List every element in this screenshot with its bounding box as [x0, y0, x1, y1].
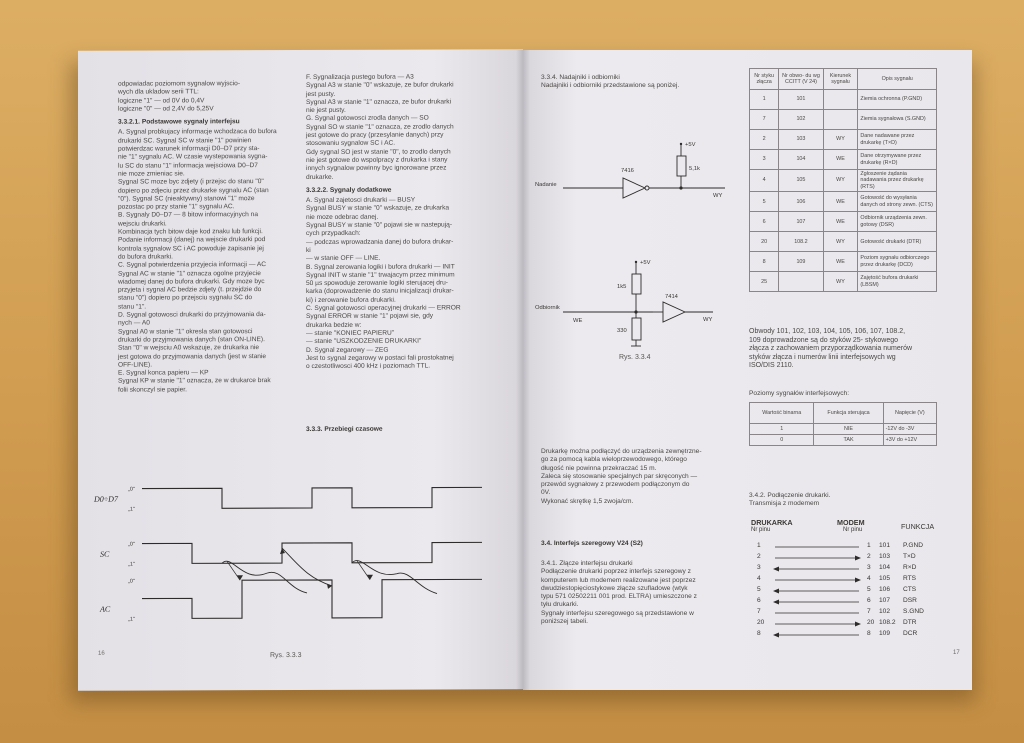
table-row: [750, 130, 937, 150]
text-line: G. Sygnal gotowosci zrodla danych — SO: [306, 115, 429, 123]
connection-arrow: [771, 598, 863, 606]
tx-ic-label: 7416: [621, 168, 634, 174]
text-line: drukarka bedzie w:: [306, 321, 362, 329]
rx-resistor2-label: 330: [617, 328, 627, 334]
table-cell: 105: [779, 170, 823, 192]
table-cell: 108.2: [779, 232, 823, 252]
table-row: [750, 272, 937, 292]
table-cell: Zgłoszenie żądania nadawania przez drukarkę (RTS): [858, 170, 937, 192]
table-cell: 7: [750, 110, 779, 130]
text-line: nie jest gotowe do wspolpracy z drukarka i stany: [306, 156, 448, 164]
connection-arrow: [771, 631, 863, 639]
text-line: Sygnal KP w stanie "1" oznacza, ze w drukarce brak: [118, 377, 271, 386]
table-header-cell: Opis sygnału: [858, 69, 937, 90]
text-line: "0"). Sygnal SC (nieaktywny) stanowi "1" moze: [118, 195, 255, 203]
function-name: S.GND: [903, 608, 924, 615]
text-line: nie "1" sygnalu AC. W czasie wystepowania sygna-: [118, 153, 268, 162]
text-line: — stanie "KONIEC PAPIERU": [306, 329, 395, 337]
modem-pin: 20: [867, 619, 875, 626]
circuit-code: 104: [879, 564, 891, 571]
text-line: Podłączenie drukarki poprzez interfejs szeregowy z: [541, 568, 691, 576]
timing-heading: 3.3.3. Przebiegi czasowe: [306, 425, 383, 433]
table-cell: [823, 90, 858, 110]
text-line: — w stanie OFF — LINE.: [306, 254, 381, 263]
text-line: nie moze odebrac danej.: [306, 213, 379, 221]
text-line: 109 doprowadzone są do styków 25- stykowego: [749, 336, 899, 344]
text-line: tyłu drukarki.: [541, 601, 579, 609]
right-page: [523, 50, 972, 690]
text-line: B. Sygnaly D0–D7 — 8 bitow informacyjnych na: [118, 211, 258, 220]
text-line: długość nie powinna przekraczać 15 m.: [541, 464, 657, 472]
modem-pin: 1: [867, 542, 871, 549]
tx-supply-label: +5V: [685, 142, 696, 148]
level-label: „1": [128, 506, 135, 513]
printer-pin: 6: [757, 597, 761, 604]
circuit-code: 102: [879, 608, 891, 615]
left-column-1: [118, 80, 296, 395]
table-cell: 1: [750, 424, 814, 435]
levels-heading: Poziomy sygnałów interfejsowych:: [749, 390, 850, 397]
table-header-cell: Kierunek sygnału: [823, 69, 858, 90]
table-row: [750, 232, 937, 252]
text-line: drukarki SC. Sygnal SC w stanie "1" powinien: [118, 136, 252, 145]
text-line: do bufora drukarki.: [118, 253, 173, 261]
text-line: stanu "0") dopiero po przejsciu sygnalu SC do: [118, 294, 253, 303]
table-cell: 4: [750, 170, 779, 192]
text-line: przewód sygnałowy z przewodem podłączonym do: [541, 481, 690, 489]
table-cell: Dane otrzymywane przez drukarkę (R×D): [858, 150, 937, 170]
printer-pin: 20: [757, 619, 765, 626]
circuit-code: 109: [879, 630, 891, 637]
text-line: ki: [306, 246, 311, 254]
table-cell: WY: [823, 272, 858, 292]
printer-pin: 2: [757, 553, 761, 560]
printer-pin: 3: [757, 564, 761, 571]
text-line: nie moze zmieniac sie.: [118, 170, 185, 178]
text-line: kontrola sygnalow SC i AC powoduje zapisanie jej: [118, 244, 264, 253]
heading-334: 3.3.4. Nadajniki i odbiorniki: [541, 74, 620, 81]
text-line: komputerem lub modemem realizowane jest poprzez: [541, 576, 696, 584]
table-cell: Poziom sygnału odbiorczego przez drukarkę (DCD): [858, 252, 937, 272]
section-342: [749, 492, 830, 509]
text-line: złącza z zachowaniem przyporządkowania numerów: [749, 345, 913, 353]
level-label: „1": [128, 616, 135, 623]
text-line: styków złącza i numerów linii interfejsowych wg: [749, 353, 896, 361]
table-row: [750, 424, 937, 435]
table-row: [750, 435, 937, 446]
page-number-left: 16: [98, 650, 105, 657]
intro-334: Nadajniki i odbiorniki przedstawione są poniżej.: [541, 82, 680, 90]
function-name: DTR: [903, 619, 917, 626]
table-row: [750, 170, 937, 192]
tx-resistor-label: 5,1k: [689, 166, 700, 172]
printer-pin: 5: [757, 586, 761, 593]
text-line: o czestotliwosci 400 kHz i poziomach TTL.: [306, 362, 431, 371]
text-line: Wykonać skrętkę 1,5 zwoja/cm.: [541, 497, 634, 505]
text-line: Obwody 101, 102, 103, 104, 105, 106, 107, 108.2,: [749, 328, 906, 335]
modem-pin: 4: [867, 575, 871, 582]
text-line: Stan "0" w wejsciu A0 wskazuje, ze drukarka nie: [118, 344, 260, 352]
open-manual: [78, 50, 972, 690]
signal-label-ac: AC: [100, 604, 111, 614]
table-cell: NIE: [814, 424, 883, 435]
table-row: [750, 192, 937, 212]
text-line: logiczne "1" — od 0V do 0,4V: [118, 96, 205, 105]
text-line: Sygnal BUSY w stanie "0" wskazuje, ze drukarka: [306, 204, 450, 213]
circuit-code: 108.2: [879, 619, 896, 626]
text-line: D. Sygnal zegarowy — ZEG: [306, 346, 389, 354]
section-heading: 3.3.2.1. Podstawowe sygnaly interfejsu: [118, 118, 240, 126]
conn-rows: [751, 542, 966, 642]
connection-arrow: [771, 576, 863, 584]
heading-342: 3.4.2. Podłączenie drukarki.: [749, 492, 831, 499]
table-cell: 1: [750, 90, 779, 110]
table-row: [750, 110, 937, 130]
function-name: T×D: [903, 553, 916, 560]
connection-arrow: [771, 543, 863, 551]
table-header-cell: Funkcja sterująca: [814, 403, 883, 424]
text-line: cych przypadkach:: [306, 230, 361, 238]
text-line: E. Sygnal konca papieru — KP: [118, 369, 209, 377]
heading-341: 3.4.1. Złącze interfejsu drukarki: [541, 560, 633, 567]
modem-pin: 3: [867, 564, 871, 571]
text-line: pozostac po przy stanie "1" sygnalu AC.: [118, 203, 235, 211]
signal-table: [749, 68, 937, 292]
table-cell: 25: [750, 272, 779, 292]
text-line: stanu "1".: [118, 303, 147, 311]
table-cell: WE: [823, 192, 858, 212]
conn-left-sub: Nr pinu: [751, 527, 771, 533]
table-cell: 103: [779, 130, 823, 150]
text-line: wejsciu drukarki.: [118, 220, 167, 228]
level-label: „0": [128, 578, 135, 585]
text-line: jest gotowe do pracy (przesylanie danych) przy: [306, 131, 444, 140]
table-header-cell: Wartość binarna: [750, 403, 814, 424]
table-cell: Zajętość bufora drukarki (LBSM): [858, 272, 937, 292]
table-cell: [823, 110, 858, 130]
modem-pin: 7: [867, 608, 871, 615]
conn-left-title: DRUKARKA: [751, 518, 793, 527]
text-line: Sygnal AC w stanie "1" oznacza ogolne przyjecie: [118, 269, 261, 278]
table-cell: 20: [750, 232, 779, 252]
table-cell: 2: [750, 130, 779, 150]
page-number-right: 17: [953, 650, 960, 656]
table-cell: 5: [750, 192, 779, 212]
text-line: Podanie informacji (danej) na wejscie drukarki pod: [118, 236, 266, 244]
table-cell: Gotowość drukarki (DTR): [858, 232, 937, 252]
left-column-2: [306, 73, 496, 371]
printer-pin: 4: [757, 575, 761, 582]
text-line: jest pusty.: [306, 90, 336, 98]
table-row: [750, 212, 937, 232]
connection-arrow: [771, 587, 863, 595]
table-cell: WY: [823, 130, 858, 150]
circuit-code: 105: [879, 575, 891, 582]
book-gutter: [516, 50, 530, 690]
table-header-cell: Nr obwo- du wg CCITT (V 24): [779, 69, 823, 90]
text-line: wiadomej danej do bufora drukarki. Gdy moze byc: [118, 277, 265, 286]
level-label: „0": [128, 541, 135, 548]
table-cell: Odbiornik urządzenia zewn. gotowy (DSR): [858, 212, 937, 232]
text-line: C. Sygnal gotowosci operacyjnej drukarki — ERROR: [306, 304, 461, 312]
table-cell: WE: [823, 150, 858, 170]
rx-input-label: Odbiornik: [535, 305, 560, 311]
section-341: [541, 560, 737, 626]
text-line: Sygnal SC moze byc zdjety (i przejsc do stanu "0": [118, 178, 264, 186]
signal-table-wrap: [749, 68, 937, 292]
left-page: [78, 49, 523, 691]
table-header-cell: Nr styku złącza: [750, 69, 779, 90]
connection-diagram: [751, 518, 966, 648]
tx-input-label: Nadanie: [535, 182, 557, 188]
connection-arrow: [771, 609, 863, 617]
text-line: logiczne "0" — od 2,4V do 5,25V: [118, 105, 214, 113]
signal-label-sc: SC: [100, 549, 110, 559]
table-cell: 101: [779, 90, 823, 110]
table-cell: WY: [823, 232, 858, 252]
table-cell: -12V do -3V: [883, 424, 936, 435]
table-row: [750, 252, 937, 272]
function-name: P.GND: [903, 542, 924, 549]
text-line: 0V.: [541, 489, 551, 497]
text-line: nych — A0: [118, 319, 150, 327]
text-line: Gdy sygnal SO jest w stanie "0", to zrodlo danych: [306, 148, 451, 156]
text-line: Sygnal BUSY w stanie "0" pojawi sie w nastepują-: [306, 221, 453, 230]
table-cell: 107: [779, 212, 823, 232]
text-line: A. Sygnal probkujacy informacje wchodzaca do bufora: [118, 128, 277, 137]
table-cell: WY: [823, 170, 858, 192]
section-heading: 3.3.2.2. Sygnaly dodatkowe: [306, 186, 392, 194]
tx-output-label: WY: [713, 193, 723, 199]
table-row: [750, 90, 937, 110]
text-line: Sygnal A0 w stanie "1" okresla stan gotowosci: [118, 327, 253, 336]
text-line: wych dla ukladow serii TTL:: [118, 88, 199, 96]
table-cell: Dane nadawane przez drukarkę (T×D): [858, 130, 937, 150]
modem-pin: 8: [867, 630, 871, 637]
conn-mid-sub: Nr pinu: [843, 527, 863, 533]
table-note: [749, 328, 949, 371]
text-line: Drukarkę można podłączyć do urządzenia zewnętrzne-: [541, 448, 702, 455]
cable-text: [541, 448, 736, 506]
text-line: typu 571 02502211 001 prod. ELTRA) umieszczone z: [541, 593, 697, 601]
text-line: Zaleca się stosowanie specjalnych par skręconych —: [541, 472, 698, 480]
text-line: Jest to sygnal zegarowy w postaci fali prostokatnej: [306, 354, 454, 362]
text-line: drukarki do przyjmowania danych (stan ON-LINE).: [118, 336, 265, 344]
text-line: poniższej tabeli.: [541, 618, 588, 626]
connection-arrow: [771, 620, 863, 628]
function-name: RTS: [903, 575, 917, 582]
printer-pin: 7: [757, 608, 761, 615]
table-cell: WE: [823, 252, 858, 272]
conn-mid-title: MODEM: [837, 518, 865, 527]
text-line: 50 µs spowoduje zerowanie logiki sterujacej dru-: [306, 279, 448, 288]
transceiver-schematic: [535, 138, 735, 348]
level-label: „0": [128, 486, 135, 493]
text-line: go za pomocą kabla wieloprzewodowego, którego: [541, 456, 687, 464]
modem-pin: 2: [867, 553, 871, 560]
text-line: folii skonczyl sie papier.: [118, 386, 187, 394]
rx-output-label: WY: [703, 317, 713, 323]
text-line: potwierdzac warunek informacji D0–D7 przy sta-: [118, 145, 260, 153]
table-cell: 8: [750, 252, 779, 272]
table-cell: Ziemia ochronna (P.GND): [858, 90, 937, 110]
modem-pin: 6: [867, 597, 871, 604]
text-line: Sygnały interfejsu szeregowego są przedstawione w: [541, 609, 694, 617]
levels-table-wrap: [749, 402, 937, 446]
rx-supply-label: +5V: [640, 260, 651, 266]
text-line: karka (doprowadzenie do stanu inicjalizacji drukar-: [306, 287, 454, 296]
conn-right-title: FUNKCJA: [901, 522, 935, 531]
text-line: Kombinacja tych bitow daje kod znaku lub funkcji.: [118, 228, 263, 236]
function-name: DCR: [903, 630, 918, 637]
text-line: Sygnal A3 w stanie "0" wskazuje, ze bufor drukarki: [306, 81, 454, 90]
text-line: Sygnal ERROR w stanie "1" pojawi sie, gdy: [306, 312, 434, 321]
text-line: B. Sygnal zerowania logiki i bufora drukarki — INIT: [306, 262, 455, 271]
signal-label-d0d7: D0÷D7: [94, 494, 118, 504]
timing-diagram: [92, 467, 502, 638]
timing-caption: Rys. 3.3.3: [270, 651, 302, 660]
text-line: drukarke.: [306, 173, 334, 181]
text-line: D. Sygnal gotowosci drukarki do przyjmowania da-: [118, 311, 266, 319]
text-line: ISO/DIS 2110.: [749, 362, 794, 370]
text-line: lu SC do stanu "1" informacja wejsciowa D0–D7: [118, 161, 258, 170]
table-cell: 6: [750, 212, 779, 232]
table-cell: 106: [779, 192, 823, 212]
text-line: F. Sygnalizacja pustego bufora — A3: [306, 73, 414, 81]
circuit-code: 107: [879, 597, 891, 604]
table-cell: 0: [750, 435, 814, 446]
circuit-code: 101: [879, 542, 891, 549]
function-name: DSR: [903, 597, 917, 604]
text-line: Sygnal A3 w stanie "1" oznacza, ze bufor drukarki: [306, 98, 452, 106]
text-line: odpowiadac poziomom sygnalow wyjscio-: [118, 80, 241, 88]
text-line: przyjeta i sygnal AC bedzie zdjety (t. przejdzie do: [118, 286, 262, 294]
text-line: — podczas wprowadzania danej do bufora drukar-: [306, 238, 454, 246]
table-header-cell: Napięcie (V): [883, 403, 936, 424]
text-line: Sygnal INIT w stanie "1" trwajacym przez minimum: [306, 271, 455, 279]
table-cell: 102: [779, 110, 823, 130]
section-334: [541, 74, 731, 91]
circuit-code: 103: [879, 553, 891, 560]
table-cell: Ziemia sygnałowa (S.GND): [858, 110, 937, 130]
table-cell: 109: [779, 252, 823, 272]
function-name: R×D: [903, 564, 917, 571]
text-line: Sygnal SO w stanie "1" oznacza, ze zrodlo danych: [306, 123, 454, 131]
text-line: innych sygnalow powinny byc ignorowane przez: [306, 164, 447, 173]
text-line: dwudziestopięciostykowe złącze szufladowe (wtyk: [541, 584, 688, 592]
text-line: A. Sygnal zajetosci drukarki — BUSY: [306, 196, 416, 205]
table-cell: WE: [823, 212, 858, 232]
connection-arrow: [771, 554, 863, 562]
level-label: „1": [128, 561, 135, 568]
rx-we-label: WE: [573, 318, 583, 324]
text-line: nie jest pusty.: [306, 107, 346, 115]
text-line: ki) i zerowanie bufora drukarki.: [306, 296, 396, 304]
text-line: OFF-LINE).: [118, 361, 153, 369]
circuit-code: 106: [879, 586, 891, 593]
table-cell: +3V do +12V: [883, 435, 936, 446]
heading-34: 3.4. Interfejs szeregowy V24 (S2): [541, 540, 643, 547]
text-line: dopiero po zdjeciu przez drukarke sygnalu AC (stan: [118, 186, 269, 195]
table-cell: TAK: [814, 435, 883, 446]
printer-pin: 1: [757, 542, 761, 549]
table-cell: Gotowość do wysyłania danych od strony zewn. (CTS): [858, 192, 937, 212]
table-cell: 3: [750, 150, 779, 170]
rx-resistor1-label: 1k5: [617, 284, 627, 290]
rx-ic-label: 7414: [665, 294, 678, 300]
function-name: CTS: [903, 586, 917, 593]
table-cell: [779, 272, 823, 292]
text-line: — stanie "USZKODZENIE DRUKARKI": [306, 337, 422, 346]
modem-pin: 5: [867, 586, 871, 593]
table-cell: 104: [779, 150, 823, 170]
text-line: jest gotowa do przyjmowania danych (jest w stanie: [118, 352, 267, 361]
text-line: stosowaniu sygnalow SC i AC.: [306, 140, 396, 148]
levels-table: [749, 402, 937, 446]
schematic-caption: Rys. 3.3.4: [619, 354, 651, 361]
connection-arrow: [771, 565, 863, 573]
table-row: [750, 150, 937, 170]
printer-pin: 8: [757, 630, 761, 637]
text-line: C. Sygnal potwierdzenia przyjecia informacji — AC: [118, 261, 267, 269]
sub-342: Transmisja z modemem: [749, 500, 820, 508]
